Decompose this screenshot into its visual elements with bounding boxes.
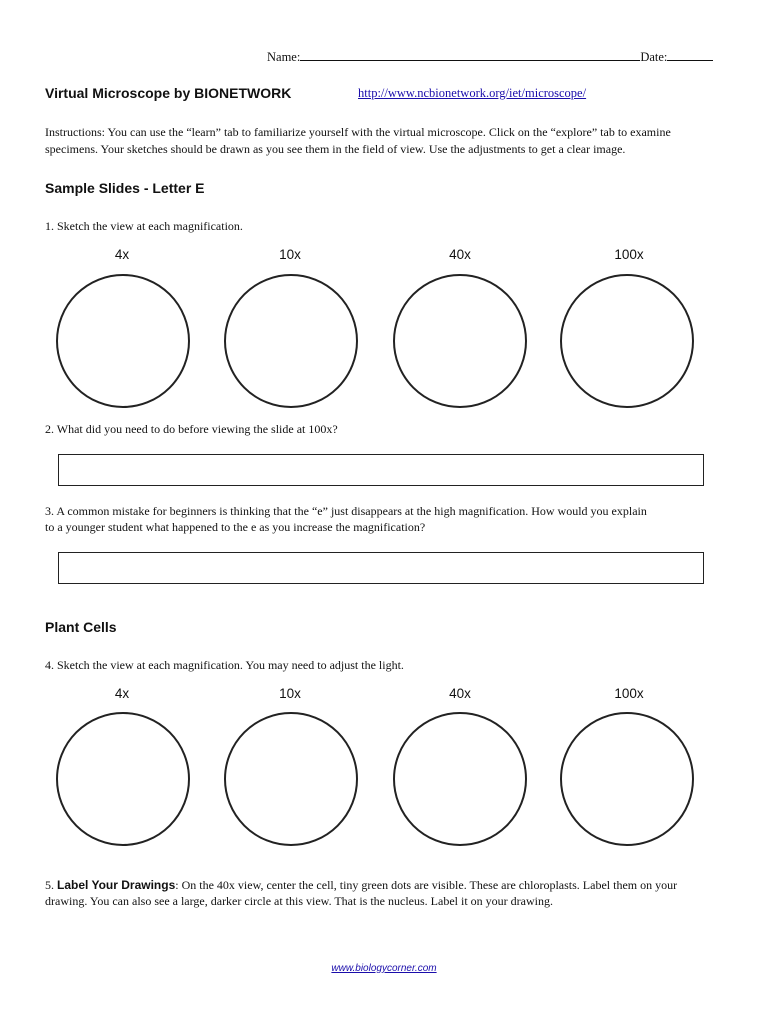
question-5-text: : On the 40x view, center the cell, tiny green dots are visible. These are chloroplasts. Label them on your	[175, 878, 678, 892]
question-5-number: 5.	[45, 878, 54, 892]
question-5-bold: Label Your Drawings	[57, 878, 176, 892]
date-label: Date:	[640, 50, 668, 64]
question-2: 2. What did you need to do before viewing the slide at 100x?	[45, 422, 338, 436]
question-3-line-1: 3. A common mistake for beginners is thinking that the “e” just disappears at the high magnification. How would you explain	[45, 504, 647, 518]
name-label: Name:	[267, 50, 301, 64]
magnification-label: 10x	[279, 686, 301, 701]
sketch-circle-10x[interactable]	[224, 274, 358, 408]
name-blank[interactable]	[300, 47, 640, 61]
magnification-label: 4x	[114, 247, 130, 262]
microscope-link[interactable]: http://www.ncbionetwork.org/iet/microscope/	[358, 86, 587, 100]
name-date-line	[267, 47, 713, 65]
sketch-circle-40x[interactable]	[393, 712, 527, 846]
answer-box-q3[interactable]	[58, 552, 704, 584]
section-heading-letter-e: Sample Slides - Letter E	[45, 180, 205, 196]
sketch-circle-100x[interactable]	[560, 712, 694, 846]
sketch-circle-40x[interactable]	[393, 274, 527, 408]
answer-box-q2[interactable]	[58, 454, 704, 486]
question-5-line-2: drawing. You can also see a large, darker circle at this view. That is the nucleus. Label it on your drawing.	[45, 894, 553, 908]
sketch-circle-4x[interactable]	[56, 712, 190, 846]
magnification-label: 100x	[614, 686, 644, 701]
question-4: 4. Sketch the view at each magnification. You may need to adjust the light.	[45, 658, 404, 672]
sketch-circle-100x[interactable]	[560, 274, 694, 408]
magnification-label: 40x	[449, 686, 471, 701]
magnification-label: 4x	[114, 686, 130, 701]
footer-link[interactable]: www.biologycorner.com	[331, 963, 437, 974]
magnification-label: 10x	[279, 247, 301, 262]
question-1: 1. Sketch the view at each magnification.	[45, 219, 243, 233]
instructions-text: Instructions: You can use the “learn” tab to familiarize yourself with the virtual microscope. Click on the “explore” tab to examine specimens. Your sketches should be drawn as you see them in the field of view. Use the adjustments to get a clear image.	[45, 125, 671, 156]
sketch-circle-4x[interactable]	[56, 274, 190, 408]
magnification-label: 40x	[449, 247, 471, 262]
sketch-circle-10x[interactable]	[224, 712, 358, 846]
section-heading-plant-cells: Plant Cells	[45, 619, 117, 635]
question-5-line-1	[45, 877, 677, 893]
magnification-label: 100x	[614, 247, 644, 262]
page-title: Virtual Microscope by BIONETWORK	[45, 85, 292, 101]
date-blank[interactable]	[667, 47, 713, 61]
question-3-line-2: to a younger student what happened to the e as you increase the magnification?	[45, 520, 426, 534]
